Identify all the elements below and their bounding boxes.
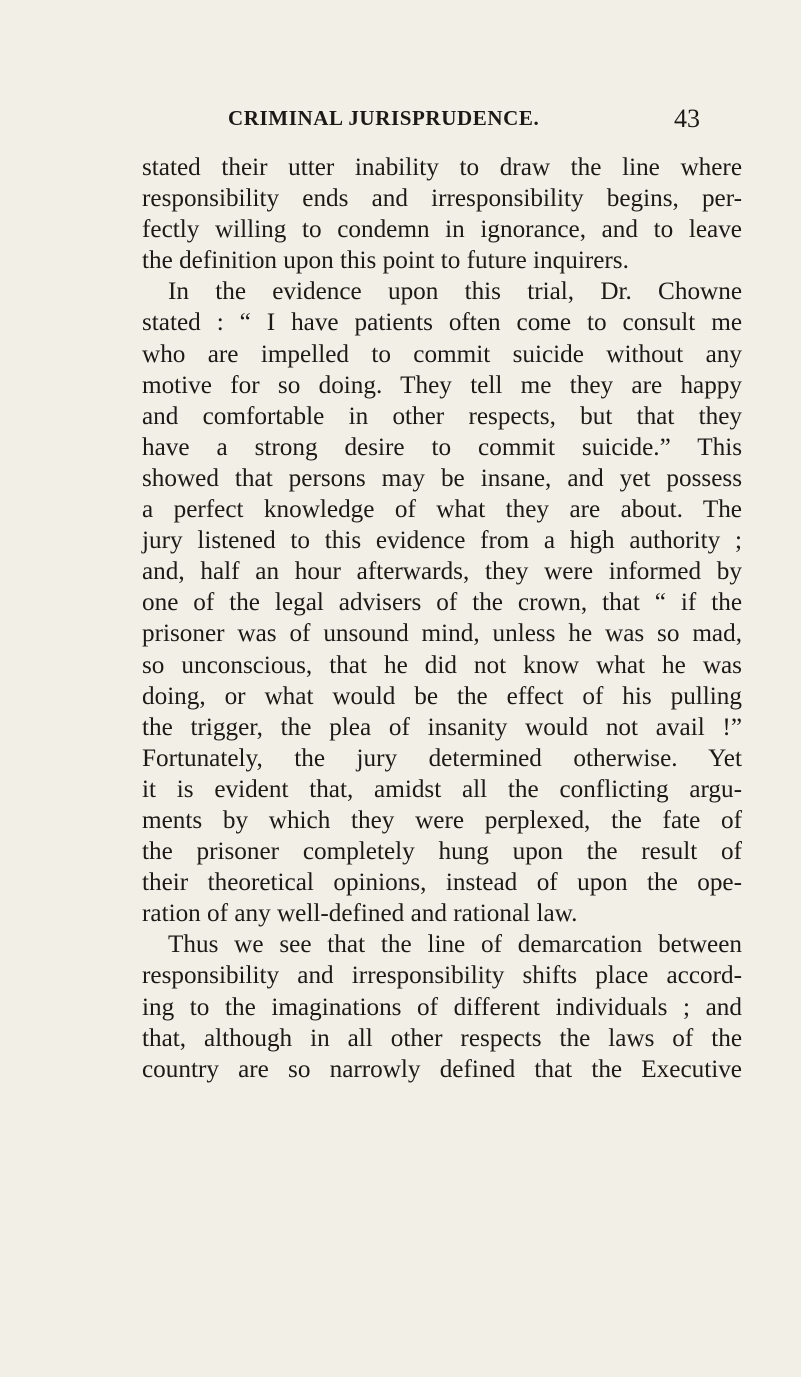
- text-line: it is evident that, amidst all the conflicting argu-: [142, 775, 742, 803]
- text-line: country are so narrowly defined that the Executive: [142, 1055, 742, 1083]
- text-line: ration of any well-defined and rational law.: [142, 900, 578, 928]
- text-line: doing, or what would be the effect of his pulling: [142, 682, 742, 710]
- text-line: their theoretical opinions, instead of upon the ope-: [142, 869, 742, 897]
- text-line: one of the legal advisers of the crown, that “ if the: [142, 589, 742, 617]
- text-line: jury listened to this evidence from a high authority ;: [142, 527, 742, 555]
- text-line: ments by which they were perplexed, the fate of: [142, 806, 742, 834]
- text-line: ing to the imaginations of different individuals ; and: [142, 993, 742, 1021]
- text-line: the definition upon this point to future inquirers.: [142, 247, 629, 275]
- text-line: prisoner was of unsound mind, unless he was so mad,: [142, 620, 742, 648]
- text-line: that, although in all other respects the laws of the: [142, 1024, 742, 1052]
- text-line: motive for so doing. They tell me they are happy: [142, 371, 742, 399]
- text-line: and, half an hour afterwards, they were informed by: [142, 558, 742, 586]
- text-line: who are impelled to commit suicide without any: [142, 340, 742, 368]
- text-line: the prisoner completely hung upon the result of: [142, 838, 742, 866]
- running-title: CRIMINAL JURISPRUDENCE.: [228, 106, 540, 130]
- text-line: the trigger, the plea of insanity would not avail !”: [142, 713, 742, 741]
- page-number: 43: [674, 104, 700, 133]
- text-line: In the evidence upon this trial, Dr. Chowne: [168, 278, 742, 306]
- body-text: [142, 152, 742, 1085]
- text-line: stated : “ I have patients often come to consult me: [142, 309, 742, 337]
- text-line: responsibility ends and irresponsibility begins, per-: [142, 185, 742, 213]
- text-line: Fortunately, the jury determined otherwise. Yet: [142, 744, 742, 772]
- text-line: responsibility and irresponsibility shifts place accord-: [142, 962, 742, 990]
- text-line: showed that persons may be insane, and yet possess: [142, 464, 742, 492]
- text-line: stated their utter inability to draw the line where: [142, 154, 742, 181]
- text-line: and comfortable in other respects, but that they: [142, 402, 742, 430]
- text-line: Thus we see that the line of demarcation between: [168, 931, 742, 959]
- text-line: a perfect knowledge of what they are about. The: [142, 496, 742, 524]
- text-line: so unconscious, that he did not know what he was: [142, 651, 742, 679]
- running-head: [142, 104, 700, 136]
- text-line: fectly willing to condemn in ignorance, and to leave: [142, 216, 742, 244]
- text-line: have a strong desire to commit suicide.” This: [142, 433, 742, 461]
